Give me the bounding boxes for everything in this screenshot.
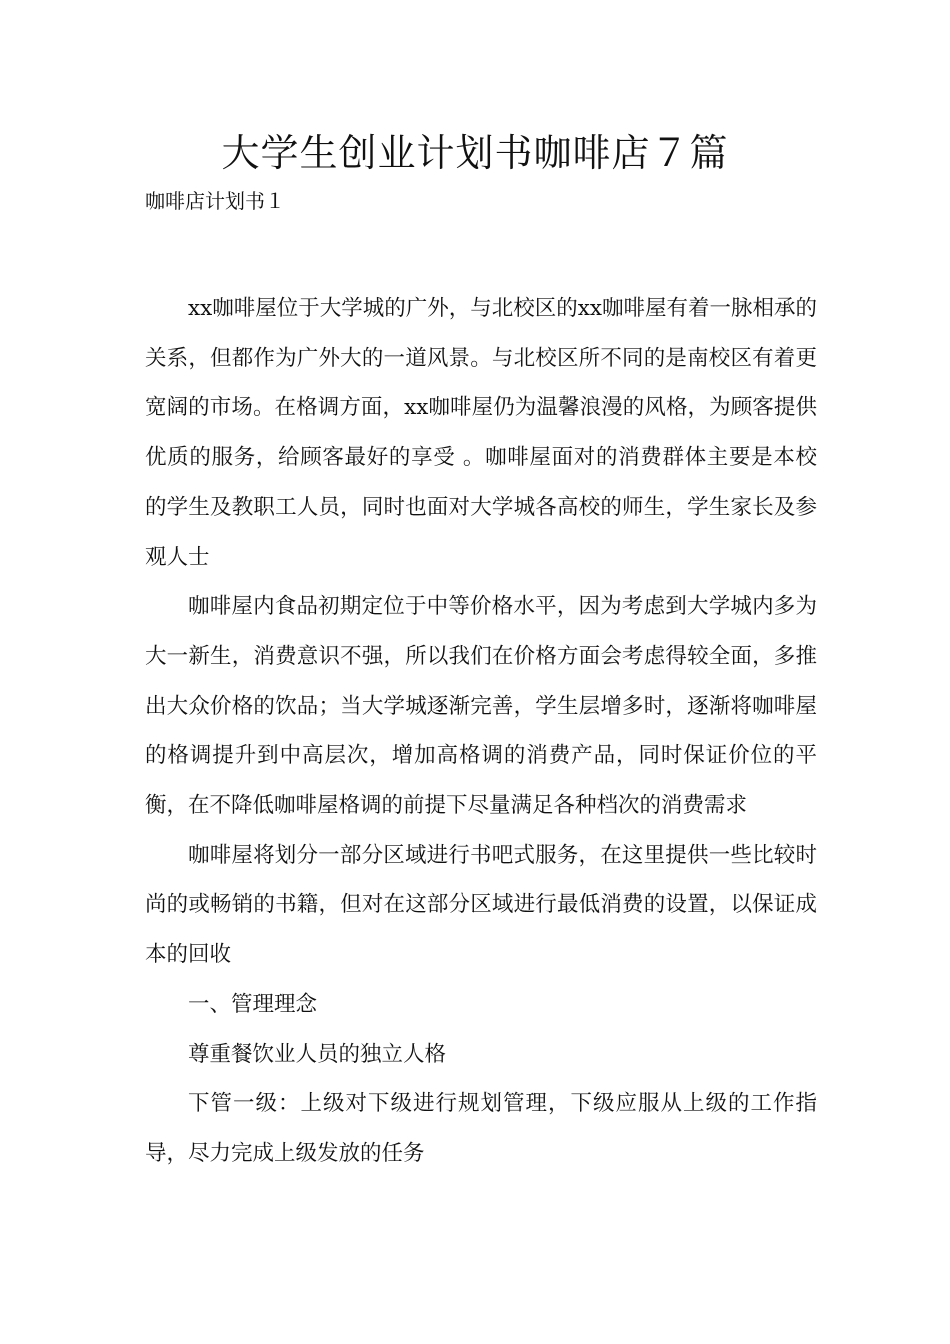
document-subtitle: 咖啡店计划书１: [145, 189, 285, 213]
document-title: 大学生创业计划书咖啡店７篇: [221, 131, 729, 175]
body-paragraph: 尊重餐饮业人员的独立人格: [188, 1041, 447, 1067]
body-paragraph: 咖啡屋内食品初期定位于中等价格水平，因为考虑到大学城内多为大一新生，消费意识不强，所以我们在价格方面会考虑得较全面，多推出大众价格的饮品；当大学城逐渐完善，学生层增多时，逐渐将咖啡屋的格调提升到中高层次，增加高格调的消费产品，同时保证价位的平衡，在不降低咖啡屋格调的前提下尽量满足各种档次的消费需求: [145, 594, 817, 819]
section-heading: 一、管理理念: [188, 991, 318, 1017]
body-paragraph: 咖啡屋将划分一部分区域进行书吧式服务，在这里提供一些比较时尚的或畅销的书籍，但对在这部分区域进行最低消费的设置，以保证成本的回收: [145, 842, 817, 968]
body-paragraph: 下管一级：上级对下级进行规划管理，下级应服从上级的工作指导，尽力完成上级发放的任务: [145, 1091, 817, 1166]
body-paragraph: xx咖啡屋位于大学城的广外，与北校区的xx咖啡屋有着一脉相承的关系，但都作为广外大的一道风景。与北校区所不同的是南校区有着更宽阔的市场。在格调方面，xx咖啡屋仍为温馨浪漫的风格，为顾客提供优质的服务，给顾客最好的享受 。咖啡屋面对的消费群体主要是本校的学生及教职工人员，同时也面对大学城各高校的师生，学生家长及参观人士: [145, 296, 818, 570]
document-body: [145, 284, 817, 1179]
